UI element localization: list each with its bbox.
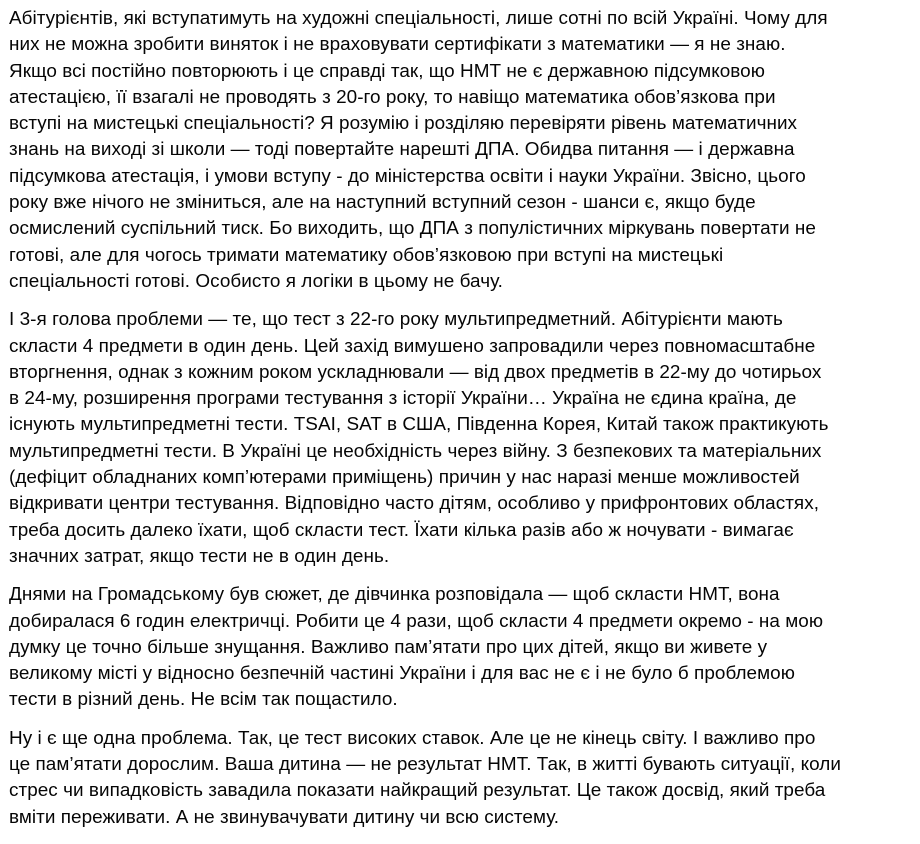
text-line: спеціальності готові. Особисто я логіки в цьому не бачу. [9,270,503,292]
text-line: підсумкова атестація, і умови вступу - до міністерства освіти і науки України. Звісно, цього [9,165,806,187]
text-line: року вже нічого не зміниться, але на наступний вступний сезон - шанси є, якщо буде [9,192,756,214]
text-line: атестацією, її взагалі не проводять з 20-го року, то навіщо математика обов’язкова при [9,86,776,108]
text-line: існують мультипредметні тести. TSAI, SAT в США, Південна Корея, Китай також практикують [9,414,829,436]
text-line: стрес чи випадковість завадила показати найкращий результат. Це також досвід, який треба [9,780,826,802]
text-line: треба досить далеко їхати, щоб скласти тест. Їхати кілька разів або ж ночувати - вимагає [9,519,794,541]
text-line: тести в різний день. Не всім так пощастило. [9,689,398,711]
text-line: скласти 4 предмети в один день. Цей захід вимушено запровадили через повномасштабне [9,335,816,357]
text-line: великому місті у відносно безпечній частині України і для вас не є і не було б проблемою [9,663,795,685]
text-line: мультипредметні тести. В Україні це необхідність через війну. З безпекових та матеріальних [9,440,822,462]
text-line: вторгнення, однак з кожним роком ускладнювали — від двох предметів в 22-му до чотирьох [9,361,822,383]
text-line: значних затрат, якщо тести не в один день. [9,545,390,567]
text-line: (дефіцит обладнаних комп’ютерами приміщень) причин у нас наразі менше можливостей [9,467,800,489]
text-line: вміти переживати. А не звинувачувати дитину чи всю систему. [9,806,560,828]
post-paragraph-3 [9,582,914,713]
text-line: готові, але для чогось тримати математику обов’язковою при вступі на мистецькі [9,244,724,266]
text-line: відкривати центри тестування. Відповідно часто дітям, особливо у прифронтових областях, [9,493,820,515]
text-line: Ну і є ще одна проблема. Так, це тест високих ставок. Але це не кінець світу. І важливо про [9,727,816,749]
post-paragraph-1 [9,6,914,295]
text-line: добиралася 6 годин електричці. Робити це 4 рази, щоб скласти 4 предмети окремо - на мою [9,610,824,632]
post-paragraph-2 [9,307,914,570]
text-line: знань на виході зі школи — тоді повертайте нарешті ДПА. Обидва питання — і державна [9,139,795,161]
text-line: це пам’ятати дорослим. Ваша дитина — не результат НМТ. Так, в житті бувають ситуації, коли [9,754,841,776]
text-line: Якщо всі постійно повторюють і це справді так, що НМТ не є державною підсумковою [9,60,765,82]
text-line: І 3-я голова проблеми — те, що тест з 22-го року мультипредметний. Абітурієнти мають [9,309,783,331]
text-line: в 24-му, розширення програми тестування з історії України… Україна не єдина країна, де [9,388,797,410]
text-line: них не можна зробити виняток і не враховувати сертифікати з математики — я не знаю. [9,34,786,56]
post-paragraph-4 [9,726,914,831]
text-line: думку це точно більше знущання. Важливо пам’ятати про цих дітей, якщо ви живете у [9,636,768,658]
text-line: Абітурієнтів, які вступатимуть на художні спеціальності, лише сотні по всій Україні. Чому для [9,8,828,29]
text-line: Днями на Громадському був сюжет, де дівчинка розповідала — щоб скласти НМТ, вона [9,584,780,606]
text-line: осмислений суспільний тиск. Бо виходить, що ДПА з популістичних міркувань повертати не [9,218,816,240]
text-line: вступі на мистецькі спеціальності? Я розумію і розділяю перевіряти рівень математичних [9,113,798,135]
